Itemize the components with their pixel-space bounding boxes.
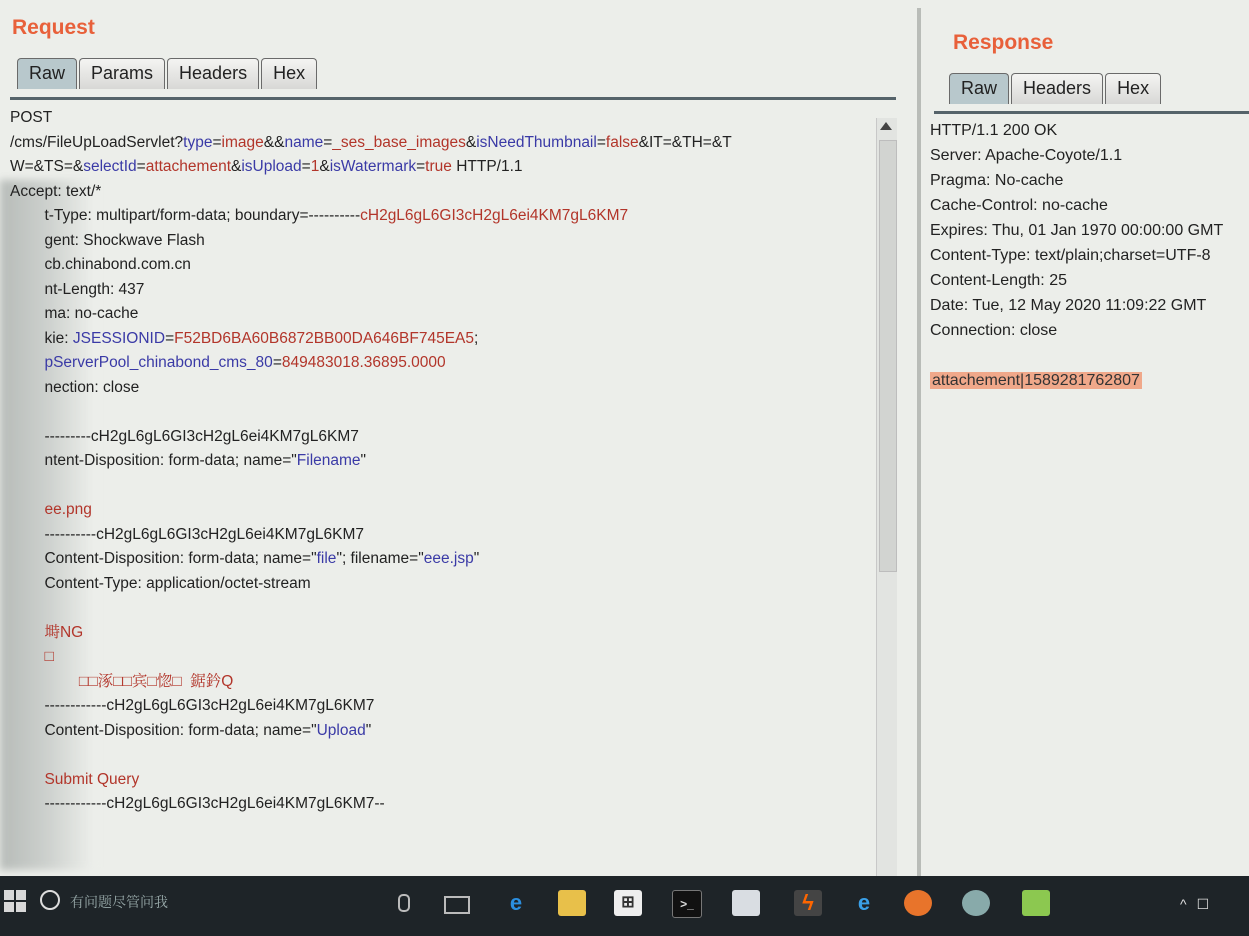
notepad-icon[interactable] — [1022, 890, 1050, 916]
request-token: Content-Disposition: form-data; name=" — [10, 550, 317, 567]
tab-response-hex[interactable]: Hex — [1105, 73, 1161, 104]
search-placeholder: 有问题尽管问我 — [70, 894, 168, 910]
response-line: Content-Type: text/plain;charset=UTF-8 — [930, 247, 1211, 264]
request-line — [10, 253, 876, 278]
request-line — [10, 621, 876, 646]
request-token: = — [301, 158, 311, 175]
request-line — [10, 106, 876, 131]
response-line — [930, 343, 1245, 368]
firefox-icon[interactable] — [904, 890, 932, 916]
request-token: & — [231, 158, 242, 175]
tab-response-headers[interactable]: Headers — [1011, 73, 1103, 104]
store-icon[interactable]: ⊞ — [614, 890, 642, 916]
request-line — [10, 572, 876, 597]
request-scrollbar[interactable] — [876, 118, 897, 878]
tab-request-headers[interactable]: Headers — [167, 58, 259, 89]
request-token: □□涿□□宾□惚□ 鋸鈐Q — [78, 672, 234, 690]
request-token: t-Type: multipart/form-data; boundary=---------- — [10, 207, 361, 224]
response-line: Date: Tue, 12 May 2020 11:09:22 GMT — [930, 297, 1207, 314]
request-token: " — [365, 721, 372, 739]
request-token: && — [263, 133, 285, 151]
request-token: ----------cH2gL6gL6GI3cH2gL6ei4KM7gL6KM7 — [10, 525, 365, 543]
request-token — [10, 354, 44, 371]
request-token: ------------cH2gL6gL6GI3cH2gL6ei4KM7gL6KM7-- — [10, 795, 385, 812]
request-token: cb.chinabond.com.cn — [10, 256, 191, 273]
network-tool-icon[interactable] — [962, 890, 990, 916]
request-tabs — [17, 58, 317, 89]
request-token: W=&TS=& — [10, 158, 84, 175]
request-token — [10, 624, 44, 641]
task-view-icon[interactable] — [444, 896, 470, 914]
request-token: = — [596, 133, 606, 151]
request-token: = — [272, 354, 282, 371]
request-token: attachement — [145, 158, 232, 175]
tab-request-raw[interactable]: Raw — [17, 58, 77, 89]
response-body-highlight: attachement|1589281762807 — [932, 372, 1140, 389]
request-token: □ — [44, 648, 54, 665]
request-token: POST — [10, 109, 53, 126]
tab-response-raw[interactable]: Raw — [949, 73, 1009, 104]
request-line — [10, 768, 876, 793]
system-tray[interactable] — [1180, 896, 1219, 913]
request-line — [10, 229, 876, 254]
response-line: Server: Apache-Coyote/1.1 — [930, 147, 1123, 164]
taskbar-search-box[interactable] — [34, 882, 354, 918]
request-line — [10, 180, 876, 205]
request-token: & — [465, 133, 477, 151]
request-line — [10, 351, 876, 376]
microphone-icon[interactable] — [398, 894, 410, 912]
request-tab-underline — [10, 97, 896, 100]
request-line — [10, 131, 876, 156]
response-line: Cache-Control: no-cache — [930, 197, 1108, 214]
windows-start-icon[interactable] — [4, 890, 26, 912]
request-token: selectId — [83, 158, 137, 175]
request-token: 塒NG — [44, 623, 84, 641]
request-token: nt-Length: 437 — [10, 280, 145, 298]
request-token: " — [360, 452, 367, 469]
request-line — [10, 792, 876, 817]
request-token: isUpload — [241, 158, 302, 175]
request-token: Content-Disposition: form-data; name=" — [10, 721, 317, 739]
request-line — [10, 547, 876, 572]
request-token: 849483018.36895.0000 — [281, 354, 446, 371]
request-token: Filename — [296, 452, 361, 469]
request-token: HTTP/1.1 — [451, 158, 523, 175]
request-line — [10, 523, 876, 548]
response-line: Content-Length: 25 — [930, 272, 1067, 289]
response-line: Pragma: No-cache — [930, 172, 1064, 189]
request-token: F52BD6BA60B6872BB00DA646BF745EA5 — [174, 329, 474, 347]
request-line — [10, 449, 876, 474]
request-line — [10, 425, 876, 450]
request-token — [10, 771, 44, 788]
request-token: false — [605, 133, 639, 151]
request-token: ---------cH2gL6gL6GI3cH2gL6ei4KM7gL6KM7 — [10, 427, 359, 445]
request-token: /cms/FileUpLoadServlet? — [10, 133, 184, 151]
request-token: = — [212, 133, 222, 151]
request-token: ------------cH2gL6gL6GI3cH2gL6ei4KM7gL6KM7 — [10, 697, 375, 714]
request-token: name — [284, 133, 324, 151]
request-token: file — [316, 550, 337, 567]
request-token: JSESSIONID — [72, 329, 166, 347]
response-tabs — [949, 73, 1161, 104]
request-token: = — [136, 158, 146, 175]
request-token: nection: close — [10, 378, 140, 396]
request-line — [10, 670, 876, 695]
request-line — [10, 719, 876, 744]
request-line — [10, 302, 876, 327]
request-token: = — [416, 158, 426, 175]
request-token: &IT=&TH=&T — [638, 133, 732, 151]
response-line: Expires: Thu, 01 Jan 1970 00:00:00 GMT — [930, 222, 1224, 239]
request-token: isNeedThumbnail — [476, 133, 597, 151]
request-token: _ses_base_images — [332, 133, 466, 151]
command-prompt-icon[interactable]: >_ — [672, 890, 702, 918]
request-line — [10, 327, 876, 352]
request-token: "; filename=" — [336, 550, 424, 567]
request-token: " — [473, 550, 480, 567]
request-line — [10, 645, 876, 670]
response-raw-viewer[interactable] — [930, 118, 1245, 393]
request-token: ntent-Disposition: form-data; name=" — [10, 452, 297, 469]
request-token: Upload — [316, 721, 366, 739]
request-line — [10, 596, 876, 621]
request-token: eee.jsp — [423, 550, 474, 567]
response-tab-underline — [934, 111, 1249, 114]
request-token: Content-Type: application/octet-stream — [10, 574, 311, 592]
response-line: Connection: close — [930, 322, 1058, 339]
request-line — [10, 474, 876, 499]
burp-suite-icon[interactable]: ϟ — [794, 890, 822, 916]
request-line — [10, 498, 876, 523]
chevron-up-icon[interactable]: ^ — [1180, 896, 1187, 912]
request-line — [10, 376, 876, 401]
response-line: HTTP/1.1 200 OK — [930, 122, 1058, 139]
request-token: kie: — [10, 329, 73, 347]
request-line — [10, 743, 876, 768]
request-raw-editor[interactable] — [10, 106, 876, 874]
request-line — [10, 204, 876, 229]
request-token: image — [221, 133, 264, 151]
network-icon[interactable]: ☐ — [1196, 896, 1210, 912]
request-token: = — [323, 133, 333, 151]
response-title: Response — [953, 31, 1054, 54]
request-token — [10, 673, 79, 690]
request-token — [10, 501, 44, 518]
request-token: type — [183, 133, 213, 151]
internet-explorer-icon[interactable]: e — [857, 890, 871, 915]
pane-splitter[interactable] — [917, 8, 921, 878]
request-token — [10, 648, 44, 665]
request-token: Submit Query — [44, 770, 140, 788]
request-token: cH2gL6gL6GI3cH2gL6ei4KM7gL6KM7 — [360, 207, 629, 224]
request-line — [10, 155, 876, 180]
cortana-icon — [40, 890, 60, 910]
request-token: ma: no-cache — [10, 305, 139, 322]
windows-taskbar — [0, 876, 1249, 936]
request-line — [10, 694, 876, 719]
request-token: 1 — [310, 158, 320, 175]
request-token: gent: Shockwave Flash — [10, 231, 205, 249]
request-token: isWatermark — [329, 158, 417, 175]
java-app-icon[interactable] — [732, 890, 760, 916]
request-line — [10, 400, 876, 425]
request-token: & — [319, 158, 330, 175]
request-line — [10, 278, 876, 303]
request-token: true — [425, 158, 452, 175]
request-token: pServerPool_chinabond_cms_80 — [44, 354, 273, 371]
request-token: Accept: text/* — [10, 182, 102, 200]
request-token: = — [165, 329, 175, 347]
tab-request-params[interactable]: Params — [79, 58, 165, 89]
edge-browser-icon[interactable]: e — [509, 890, 523, 915]
tab-request-hex[interactable]: Hex — [261, 58, 317, 89]
request-token: ee.png — [44, 501, 92, 518]
file-explorer-icon[interactable] — [558, 890, 586, 916]
scroll-up-arrow-icon[interactable] — [880, 122, 892, 130]
scroll-thumb[interactable] — [879, 140, 897, 572]
request-token: ; — [474, 329, 479, 347]
request-title: Request — [12, 16, 95, 39]
